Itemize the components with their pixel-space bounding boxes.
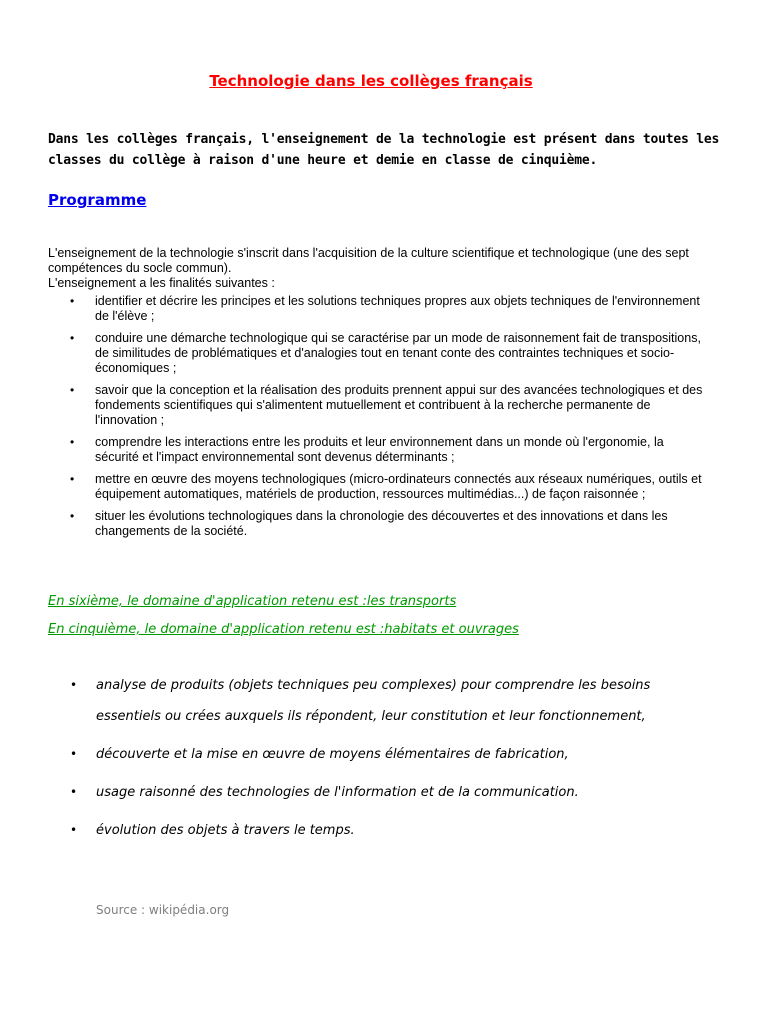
list-item [48, 294, 708, 324]
list-item [48, 435, 708, 465]
list-item [48, 383, 708, 428]
list-item-text: analyse de produits (objets techniques peu complexes) pour comprendre les besoins essentiels ou crées auxquels ils répondent, leur constitution et leur fonctionnement, [96, 678, 651, 724]
finalites-intro: L'enseignement a les finalités suivantes : [48, 276, 275, 290]
list-item [48, 509, 708, 539]
list-item-text: usage raisonné des technologies de l'information et de la communication. [96, 785, 579, 800]
list-item-text: savoir que la conception et la réalisation des produits prennent appui sur des avancées technologiques et des fondements scientifiques qui s'alimentent mutuellement et contribuent à la recherche permanente de l'innovation ; [95, 383, 703, 427]
bullet-icon: • [70, 383, 75, 397]
bullet-icon: • [70, 509, 75, 523]
list-item-text: mettre en œuvre des moyens technologiques (micro-ordinateurs connectés aux réseaux numériques, outils et équipement automatiques, matériels de production, ressources multimédias...) de façon raisonnée ; [95, 472, 702, 501]
bullet-icon: • [70, 678, 78, 692]
bullet-icon: • [70, 747, 78, 761]
bullet-icon: • [70, 331, 75, 345]
list-item [48, 739, 688, 770]
programme-section [48, 246, 708, 546]
programme-heading-link[interactable]: Programme [48, 191, 147, 209]
bullet-icon: • [70, 294, 75, 308]
sixieme-domain-line: En sixième, le domaine d'application retenu est :les transports [48, 594, 457, 609]
bullet-icon: • [70, 472, 75, 486]
list-item [48, 777, 688, 808]
list-item [48, 815, 688, 846]
intro-paragraph: Dans les collèges français, l'enseignement de la technologie est présent dans toutes les classes du collège à raison d'une heure et demie en classe de cinquième. [48, 132, 720, 168]
list-item-text: situer les évolutions technologiques dans la chronologie des découvertes et des innovations et dans les changements de la société. [95, 509, 668, 538]
source-credit: Source : wikipédia.org [96, 903, 230, 917]
bullet-icon: • [70, 435, 75, 449]
activities-list [48, 670, 688, 853]
bullet-icon: • [70, 785, 78, 799]
cinquieme-domain-line: En cinquième, le domaine d'application retenu est :habitats et ouvrages [48, 622, 519, 637]
programme-paragraph: L'enseignement de la technologie s'inscrit dans l'acquisition de la culture scientifique et technologique (une des sept compétences du socle commun). [48, 246, 689, 275]
list-item-text: identifier et décrire les principes et les solutions techniques propres aux objets techniques de l'environnement de l'élève ; [95, 294, 700, 323]
list-item [48, 670, 688, 732]
list-item [48, 472, 708, 502]
list-item-text: comprendre les interactions entre les produits et leur environnement dans un monde où l'ergonomie, la sécurité et l'impact environnemental sont devenus déterminants ; [95, 435, 664, 464]
page-title: Technologie dans les collèges français [209, 72, 533, 90]
list-item-text: évolution des objets à travers le temps. [96, 823, 355, 838]
goals-list [48, 294, 708, 539]
list-item-text: conduire une démarche technologique qui se caractérise par un mode de raisonnement fait de transpositions, de similitudes de problématiques et d'analogies tout en tenant conte des contraintes techniques et socio-économiques ; [95, 331, 701, 375]
list-item [48, 331, 708, 376]
list-item-text: découverte et la mise en œuvre de moyens élémentaires de fabrication, [96, 747, 569, 762]
bullet-icon: • [70, 823, 78, 837]
